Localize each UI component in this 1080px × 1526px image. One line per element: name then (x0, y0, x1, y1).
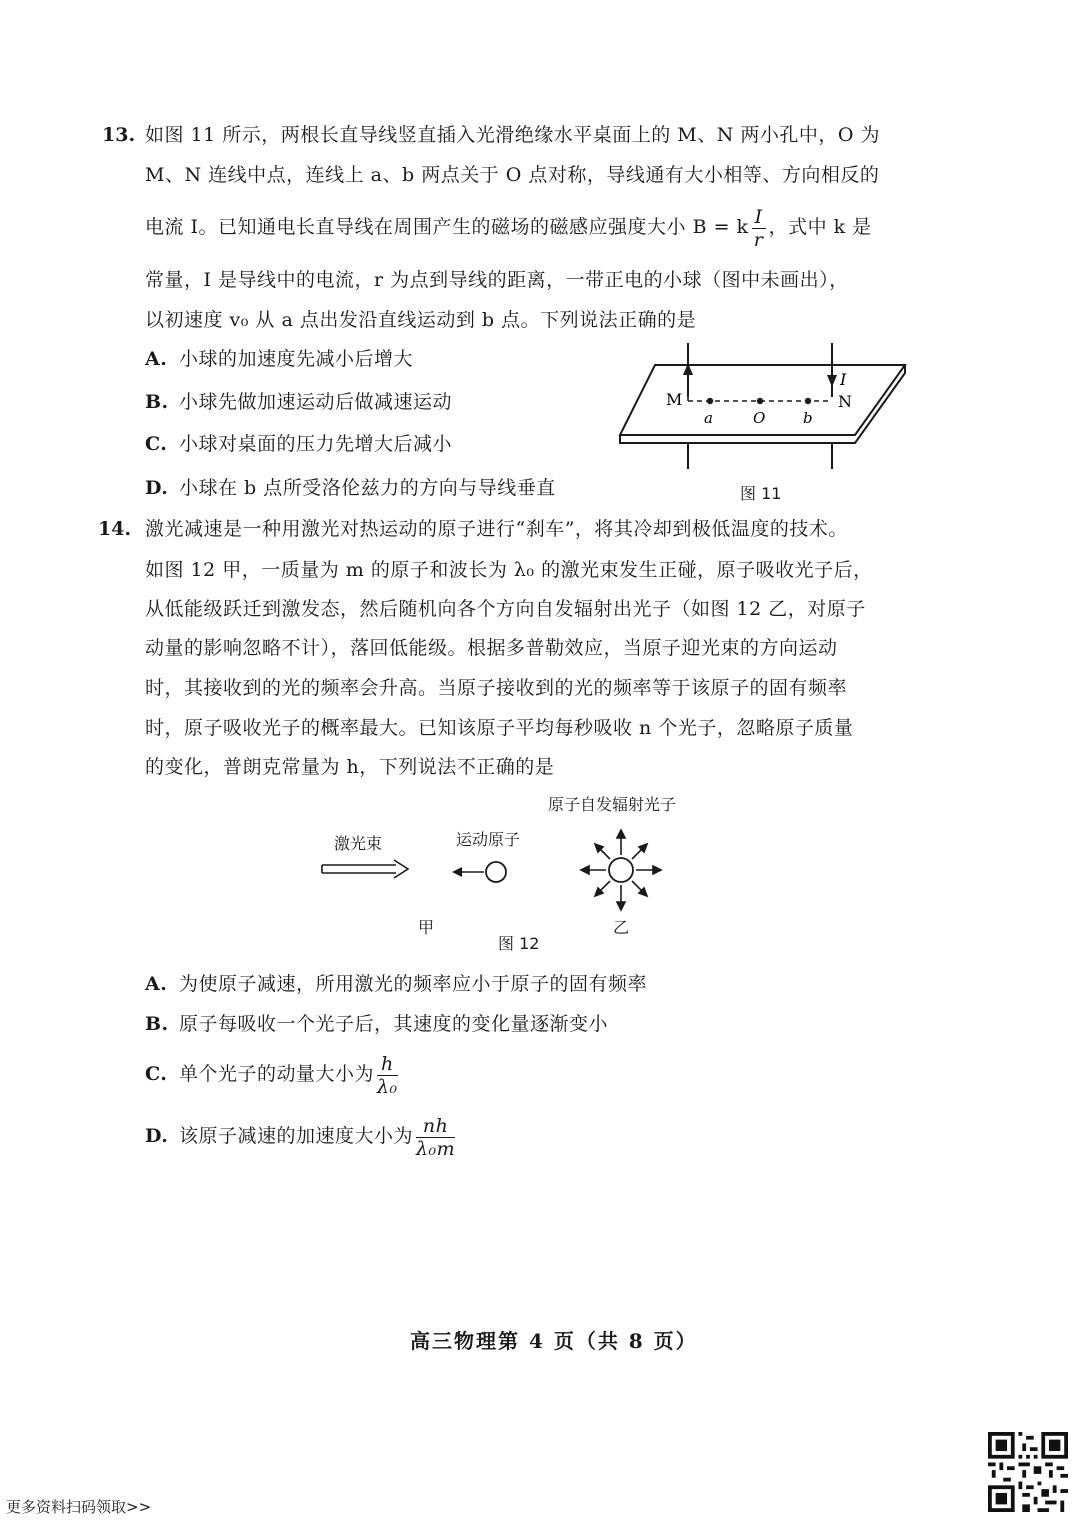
q14-option-d-fraction (416, 1115, 455, 1160)
q14-option-c-numerator: h (377, 1053, 398, 1076)
q13-option-b (145, 390, 452, 414)
label-b: b (803, 409, 813, 427)
label-laser-beam: 激光束 (334, 834, 383, 853)
table-edge (620, 365, 905, 443)
point-o-dot (757, 398, 763, 404)
q13-option-d-text: 小球在 b 点所受洛伦兹力的方向与导线垂直 (179, 477, 556, 499)
q14-number: 14. (98, 518, 132, 540)
page-footer: 高三物理第 4 页（共 8 页） (410, 1329, 698, 1353)
q13-option-a (145, 347, 413, 371)
q14-option-d-denominator: λ₀m (416, 1137, 456, 1160)
q13-option-a-label: A. (145, 348, 168, 370)
q14-option-a (145, 972, 647, 996)
q13-formula-numerator: I (752, 206, 766, 229)
q13-option-b-label: B. (145, 391, 169, 413)
laser-beam-arrow-icon (322, 860, 408, 878)
q14-option-d-text: 该原子减速的加速度大小为 (179, 1125, 414, 1147)
q13-option-b-text: 小球先做加速运动后做减速运动 (179, 391, 453, 413)
label-current-i: I (840, 370, 847, 389)
label-yi: 乙 (613, 918, 630, 937)
label-jia: 甲 (418, 918, 435, 937)
q13-option-c-label: C. (145, 433, 168, 455)
q14-option-d (145, 1114, 458, 1160)
q14-line-1: 激光减速是一种用激光对热运动的原子进行“刹车”，将其冷却到极低温度的技术。 (145, 518, 848, 540)
q13-option-c-text: 小球对桌面的压力先增大后减小 (179, 433, 453, 455)
q14-option-a-text: 为使原子减速，所用激光的频率应小于原子的固有频率 (179, 973, 648, 995)
q13-line-3-post: ，式中 k 是 (768, 216, 872, 238)
figure-11-caption: 图 11 (740, 484, 782, 503)
q14-line-5: 时，其接收到的光的频率会升高。当原子接收到的光的频率等于该原子的固有频率 (145, 677, 848, 699)
q13-line-3-pre: 电流 I。已知通电长直导线在周围产生的磁场的磁感应强度大小 B = k (145, 216, 749, 238)
radiating-atom-circle (609, 858, 633, 882)
q14-line-6: 时，原子吸收光子的概率最大。已知该原子平均每秒吸收 n 个光子，忽略原子质量 (145, 717, 854, 739)
q13-line-1: 如图 11 所示，两根长直导线竖直插入光滑绝缘水平桌面上的 M、N 两小孔中，O 为 (145, 124, 881, 146)
q13-number: 13. (102, 124, 136, 146)
q14-line-7: 的变化，普朗克常量为 h，下列说法不正确的是 (145, 756, 555, 778)
q14-option-c-label: C. (145, 1063, 168, 1085)
q13-option-c (145, 432, 452, 456)
label-moving-atom: 运动原子 (456, 830, 521, 849)
q14-option-c-denominator: λ₀ (377, 1075, 398, 1098)
q13-line-5: 以初速度 v₀ 从 a 点出发沿直线运动到 b 点。下列说法正确的是 (145, 309, 697, 331)
label-o: O (753, 409, 766, 427)
q14-option-a-label: A. (145, 973, 168, 995)
q13-line-4: 常量，I 是导线中的电流，r 为点到导线的距离，一带正电的小球（图中未画出）， (145, 269, 849, 291)
q14-option-b (145, 1012, 608, 1036)
q14-option-c-fraction (377, 1053, 398, 1098)
moving-atom-circle (486, 862, 506, 882)
q13-option-d (145, 476, 556, 500)
wire-n-current-arrow-icon (827, 375, 837, 387)
bottom-scan-link[interactable]: 更多资料扫码领取>> (6, 1498, 152, 1516)
point-b-dot (805, 398, 811, 404)
q14-option-c-text: 单个光子的动量大小为 (179, 1063, 375, 1085)
q14-line-2: 如图 12 甲，一质量为 m 的原子和波长为 λ₀ 的激光束发生正碰，原子吸收光子后， (145, 559, 873, 581)
q14-option-d-label: D. (145, 1125, 169, 1147)
q13-option-d-label: D. (145, 477, 169, 499)
label-a: a (704, 409, 713, 427)
q14-option-b-label: B. (145, 1013, 169, 1035)
figure-12-caption: 图 12 (498, 934, 540, 953)
q14-line-4: 动量的影响忽略不计），落回低能级。根据多普勒效应，当原子迎光束的方向运动 (145, 637, 838, 659)
q13-line-3 (145, 205, 872, 251)
figure-12-diagram (310, 820, 690, 930)
q14-line-3: 从低能级跃迁到激发态，然后随机向各个方向自发辐射出光子（如图 12 乙，对原子 (145, 598, 866, 620)
radiation-arrows-icon (581, 830, 661, 910)
label-spontaneous-radiation: 原子自发辐射光子 (548, 795, 677, 814)
q14-option-d-numerator: nh (416, 1115, 455, 1138)
q14-option-c (145, 1052, 401, 1098)
label-m: M (666, 390, 683, 409)
q13-formula-fraction (752, 206, 766, 251)
atom-velocity-arrow-icon (452, 867, 462, 877)
q13-line-2: M、N 连线中点，连线上 a、b 两点关于 O 点对称，导线通有大小相等、方向相反的 (145, 164, 880, 186)
q14-option-b-text: 原子每吸收一个光子后，其速度的变化量逐渐变小 (179, 1013, 609, 1035)
q13-option-a-text: 小球的加速度先减小后增大 (179, 348, 414, 370)
q13-formula-denominator: r (753, 228, 764, 251)
point-a-dot (707, 398, 713, 404)
label-n: N (838, 392, 852, 411)
figure-11-diagram (600, 335, 920, 475)
qr-code-icon[interactable] (988, 1432, 1068, 1512)
